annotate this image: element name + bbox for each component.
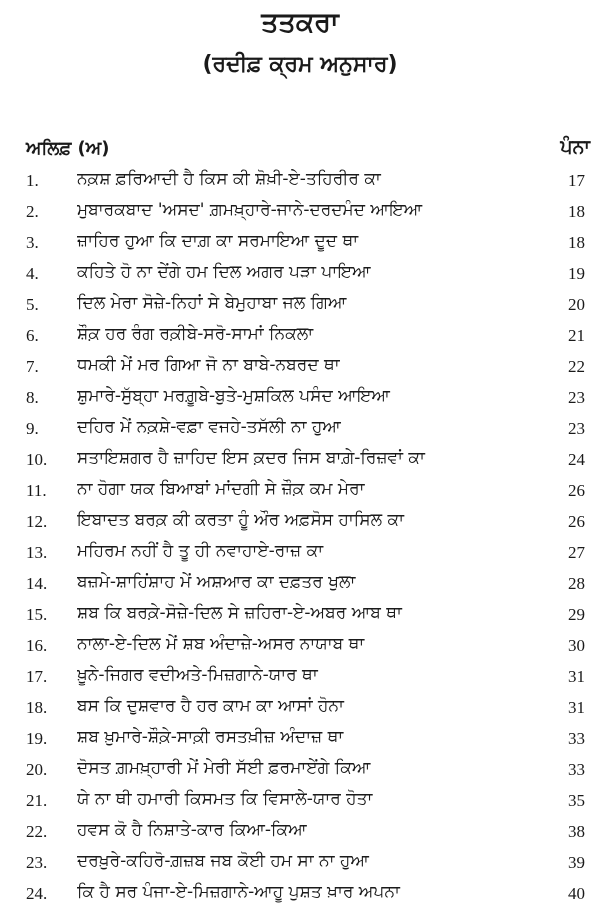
contents-entry[interactable] [0, 477, 600, 508]
contents-entry[interactable] [0, 663, 600, 694]
contents-entry[interactable] [0, 322, 600, 353]
contents-entry[interactable] [0, 787, 600, 818]
contents-entry[interactable] [0, 446, 600, 477]
entry-number: 5. [26, 295, 39, 314]
entry-number: 3. [26, 233, 39, 252]
entry-page-number: 19 [568, 264, 585, 283]
entry-number: 22. [26, 822, 48, 841]
entry-page-number: 22 [568, 357, 585, 376]
entry-title: ਸਤਾਇਸ਼ਗਰ ਹੈ ਜ਼ਾਹਿਦ ਇਸ ਕ਼ਦਰ ਜਿਸ ਬਾਗ਼ੇ-ਰਿਜ਼ਵਾਂ ਕਾ [77, 448, 425, 468]
contents-entry[interactable] [0, 694, 600, 725]
entry-title: ਯੇ ਨਾ ਥੀ ਹਮਾਰੀ ਕਿਸਮਤ ਕਿ ਵਿਸਾਲੇ-ਯਾਰ ਹੋਤਾ [77, 789, 373, 809]
entry-number: 24. [26, 884, 48, 903]
entry-number: 23. [26, 853, 48, 872]
entry-page-number: 23 [568, 419, 585, 438]
entry-title: ਇਬਾਦਤ ਬਰਕ਼ ਕੀ ਕਰਤਾ ਹੂੰ ਔਰ ਅਫ਼ਸੋਸ ਹਾਸਿਲ ਕਾ [77, 510, 404, 530]
entry-title: ਨਕ਼ਸ਼ ਫ਼ਰਿਆਦੀ ਹੈ ਕਿਸ ਕੀ ਸ਼ੋਖ਼ੀ-ਏ-ਤਹਿਰੀਰ ਕਾ [77, 169, 381, 189]
entry-title: ਕਿ ਹੈ ਸਰ ਪੰਜਾ-ਏ-ਮਿਜ਼ਗਾਨੇ-ਆਹੂ ਪੁਸ਼ਤ ਖ਼ਾਰ ਅਪਨਾ [77, 882, 400, 902]
entry-page-number: 18 [568, 202, 585, 221]
entry-title: ਸ਼ੌਕ਼ ਹਰ ਰੰਗ ਰਕ਼ੀਬੇ-ਸਰੋ-ਸਾਮਾਂ ਨਿਕਲਾ [77, 324, 314, 344]
entry-page-number: 17 [568, 171, 585, 190]
entry-number: 17. [26, 667, 48, 686]
entry-title: ਦਿਲ ਮੇਰਾ ਸੋਜ਼ੇ-ਨਿਹਾਂ ਸੇ ਬੇਮੁਹਾਬਾ ਜਲ ਗਿਆ [77, 293, 347, 313]
entry-title: ਕਹਿਤੇ ਹੋ ਨਾ ਦੇਂਗੇ ਹਮ ਦਿਲ ਅਗਰ ਪੜਾ ਪਾਇਆ [77, 262, 371, 282]
entry-title: ਨਾ ਹੋਗਾ ਯਕ ਬਿਆਬਾਂ ਮਾਂਦਗੀ ਸੇ ਜ਼ੌਕ਼ ਕਮ ਮੇਰਾ [77, 479, 365, 499]
entry-number: 8. [26, 388, 39, 407]
entry-page-number: 31 [568, 698, 585, 717]
entry-title: ਬਸ ਕਿ ਦੁਸ਼ਵਾਰ ਹੈ ਹਰ ਕਾਮ ਕਾ ਆਸਾਂ ਹੋਨਾ [77, 696, 344, 716]
entry-page-number: 26 [568, 481, 585, 500]
entry-page-number: 20 [568, 295, 585, 314]
entry-page-number: 29 [568, 605, 585, 624]
entry-page-number: 27 [568, 543, 585, 562]
entry-number: 18. [26, 698, 48, 717]
entry-title: ਦਰਖ਼ੁਰੇ-ਕਹਿਰੋ-ਗ਼ਜ਼ਬ ਜਬ ਕੋਈ ਹਮ ਸਾ ਨਾ ਹੁਆ [77, 851, 369, 871]
contents-entry[interactable] [0, 725, 600, 756]
entry-title: ਧਮਕੀ ਮੇਂ ਮਰ ਗਿਆ ਜੋ ਨਾ ਬਾਬੇ-ਨਬਰਦ ਥਾ [77, 355, 340, 375]
contents-entry[interactable] [0, 353, 600, 384]
entry-number: 13. [26, 543, 48, 562]
contents-entry[interactable] [0, 601, 600, 632]
entry-page-number: 30 [568, 636, 585, 655]
entry-title: ਸ਼ਬ ਖ਼ੁਮਾਰੇ-ਸ਼ੌਕ਼ੇ-ਸਾਕ਼ੀ ਰਸਤਖ਼ੀਜ਼ ਅੰਦਾਜ਼ ਥਾ [77, 727, 344, 747]
entry-number: 19. [26, 729, 48, 748]
entry-page-number: 31 [568, 667, 585, 686]
contents-entry[interactable] [0, 539, 600, 570]
entry-page-number: 18 [568, 233, 585, 252]
entry-number: 7. [26, 357, 39, 376]
entry-number: 10. [26, 450, 48, 469]
contents-entry[interactable] [0, 880, 600, 911]
contents-entry[interactable] [0, 384, 600, 415]
entry-page-number: 33 [568, 729, 585, 748]
entry-title: ਸ਼ਬ ਕਿ ਬਰਕ਼ੇ-ਸੋਜ਼ੇ-ਦਿਲ ਸੇ ਜ਼ਹਿਰਾ-ਏ-ਅਬਰ ਆਬ ਥਾ [77, 603, 402, 623]
entry-title: ਬਜ਼ਮੇ-ਸ਼ਾਹਿਂਸ਼ਾਹ ਮੇਂ ਅਸ਼ਆਰ ਕਾ ਦਫ਼ਤਰ ਖੁਲਾ [77, 572, 356, 592]
entry-number: 2. [26, 202, 39, 221]
entry-page-number: 40 [568, 884, 585, 903]
contents-entry[interactable] [0, 508, 600, 539]
entry-page-number: 33 [568, 760, 585, 779]
entry-number: 4. [26, 264, 39, 283]
contents-entry[interactable] [0, 849, 600, 880]
entry-number: 9. [26, 419, 39, 438]
entry-number: 14. [26, 574, 48, 593]
contents-entry[interactable] [0, 632, 600, 663]
contents-entry[interactable] [0, 167, 600, 198]
entry-title: ਹਵਸ ਕੋ ਹੈ ਨਿਸ਼ਾਤੇ-ਕਾਰ ਕਿਆ-ਕਿਆ [77, 820, 307, 840]
entry-title: ਮੁਬਾਰਕਬਾਦ 'ਅਸਦ' ਗ਼ਮਖ਼੍ਹਾਰੇ-ਜਾਨੇ-ਦਰਦਮੰਦ ਆਇਆ [77, 200, 423, 220]
contents-entry[interactable] [0, 415, 600, 446]
entry-number: 16. [26, 636, 48, 655]
entry-number: 12. [26, 512, 48, 531]
entry-number: 11. [26, 481, 47, 500]
entry-number: 6. [26, 326, 39, 345]
contents-entry[interactable] [0, 229, 600, 260]
entry-number: 21. [26, 791, 48, 810]
entry-title: ਦੋਸਤ ਗ਼ਮਖ਼੍ਹਾਰੀ ਮੇਂ ਮੇਰੀ ਸੱਈ ਫ਼ਰਮਾਏਂਗੇ ਕਿਆ [77, 758, 371, 778]
contents-entry[interactable] [0, 570, 600, 601]
entry-number: 15. [26, 605, 48, 624]
entry-title: ਜ਼ਾਹਿਰ ਹੁਆ ਕਿ ਦਾਗ਼ ਕਾ ਸਰਮਾਇਆ ਦੂਦ ਥਾ [77, 231, 359, 251]
entry-page-number: 24 [568, 450, 585, 469]
entry-page-number: 39 [568, 853, 585, 872]
entry-page-number: 23 [568, 388, 585, 407]
entry-title: ਨਾਲਾ-ਏ-ਦਿਲ ਮੇਂ ਸ਼ਬ ਅੰਦਾਜ਼ੇ-ਅਸਰ ਨਾਯਾਬ ਥਾ [77, 634, 365, 654]
entry-number: 1. [26, 171, 39, 190]
page-title: ਤਤਕਰਾ [261, 7, 339, 38]
contents-entry[interactable] [0, 260, 600, 291]
entry-title: ਖ਼ੂਨੇ-ਜਿਗਰ ਵਦੀਅਤੇ-ਮਿਜ਼ਗਾਨੇ-ਯਾਰ ਥਾ [77, 665, 318, 685]
entry-page-number: 21 [568, 326, 585, 345]
contents-entry[interactable] [0, 198, 600, 229]
entry-number: 20. [26, 760, 48, 779]
page-subtitle: (ਰਦੀਫ਼ ਕ੍ਰਮ ਅਨੁਸਾਰ) [202, 52, 398, 77]
entry-title: ਸ਼ੁਮਾਰੇ-ਸੁੱਬ੍ਹਾ ਮਰਗ਼ੂਬੇ-ਬੁਤੇ-ਮੁਸ਼ਕਿਲ ਪਸੰਦ ਆਇਆ [77, 386, 390, 406]
contents-list [0, 167, 600, 911]
entry-page-number: 26 [568, 512, 585, 531]
entry-title: ਮਹਿਰਮ ਨਹੀਂ ਹੈ ਤੂ ਹੀ ਨਵਾਹਾਏ-ਰਾਜ਼ ਕਾ [77, 541, 324, 561]
entry-page-number: 28 [568, 574, 585, 593]
section-heading: ਅਲਿਫ਼ (ਅ) [26, 138, 110, 159]
entry-page-number: 35 [568, 791, 585, 810]
entry-title: ਦਹਿਰ ਮੇਂ ਨਕ਼ਸ਼ੇ-ਵਫ਼ਾ ਵਜਹੇ-ਤਸੱਲੀ ਨਾ ਹੁਆ [77, 417, 341, 437]
page-column-heading: ਪੰਨਾ [560, 136, 590, 158]
contents-entry[interactable] [0, 291, 600, 322]
contents-entry[interactable] [0, 756, 600, 787]
entry-page-number: 38 [568, 822, 585, 841]
contents-entry[interactable] [0, 818, 600, 849]
